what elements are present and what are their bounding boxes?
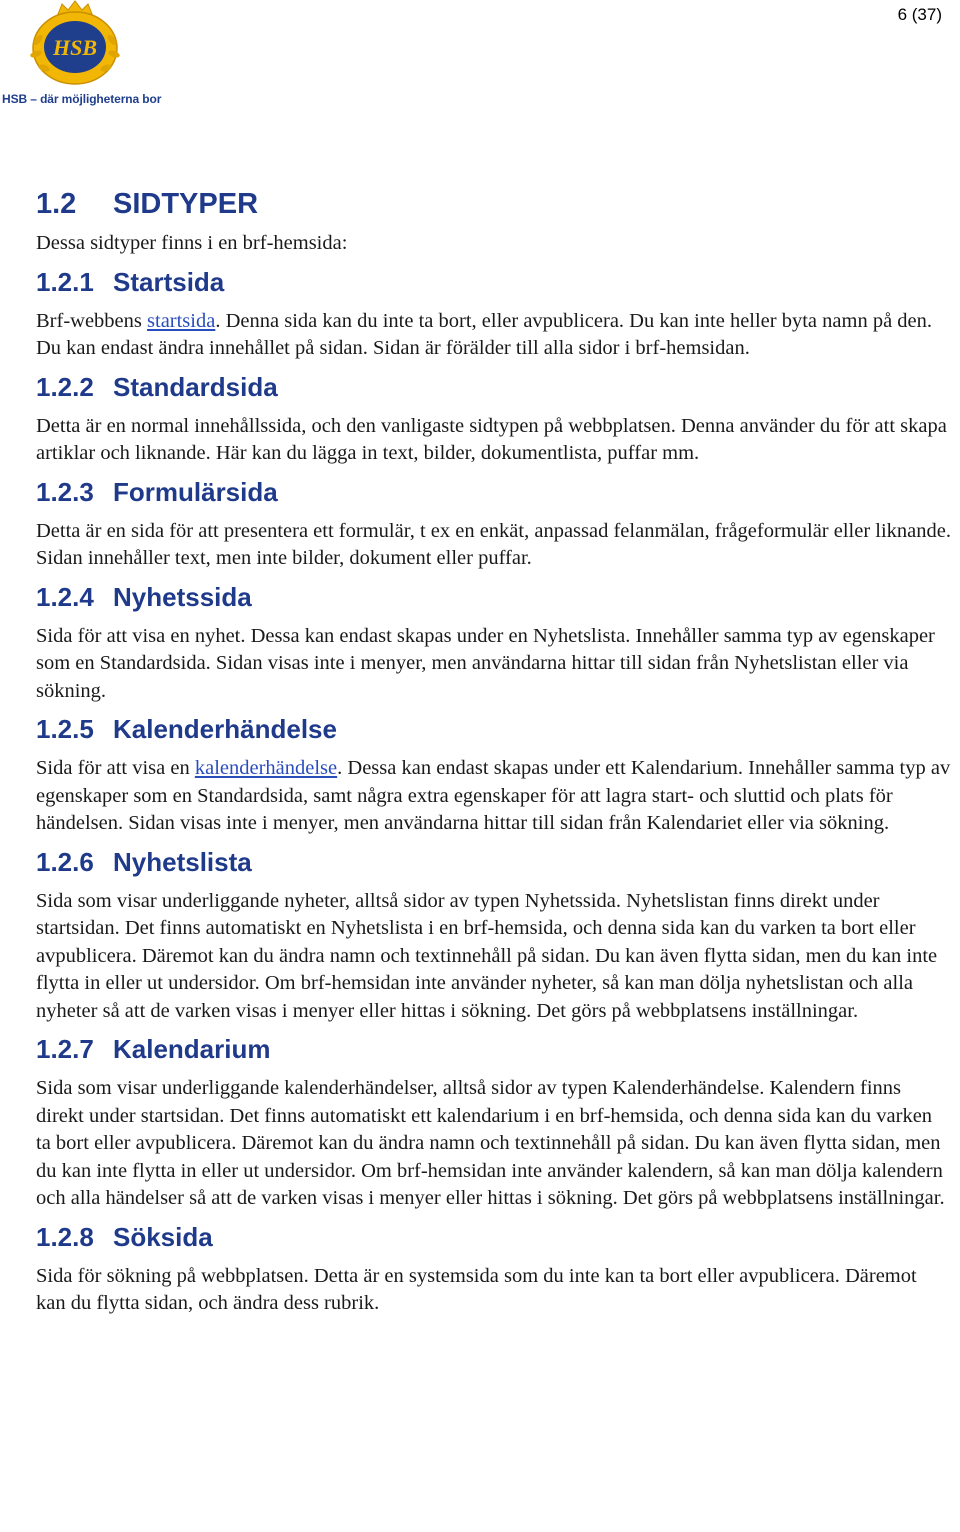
subsection-heading [36, 1221, 951, 1254]
subsection-title: Söksida [113, 1221, 213, 1252]
section-title: SIDTYPER [113, 188, 259, 220]
subsection-heading [36, 476, 951, 509]
subsection-heading [36, 846, 951, 879]
subsection-text: Sida för sökning på webbplatsen. Detta är en systemsida som du inte kan ta bort eller avpublicera. Däremot kan du flytta sidan, och ändra dess rubrik. [36, 1264, 917, 1314]
subsection-title: Formulärsida [113, 476, 278, 507]
subsection-title: Startsida [113, 266, 225, 297]
subsection-number: 1.2.3 [36, 476, 94, 507]
subsection-number: 1.2.5 [36, 714, 94, 744]
subsection-title: Nyhetslista [113, 846, 252, 877]
subsection-number: 1.2.7 [36, 1034, 94, 1064]
startsida-link[interactable]: startsida [147, 309, 216, 332]
subsection-text: Detta är en sida för att presentera ett formulär, t ex en enkät, anpassad felanmälan, frågeformulär eller liknande. Sidan innehåller text, men inte bilder, dokument eller puffar. [36, 519, 951, 569]
subsection-number: 1.2.4 [36, 581, 94, 612]
subsection-text: Sida som visar underliggande kalenderhändelser, alltså sidor av typen Kalenderhändelse. Kalendern finns direkt under startsidan. Det finns automatiskt ett kalendarium i en brf-hemsida, och denna sida kan du varken ta bort eller avpublicera. Däremot kan du ändra namn och textinnehåll på sidan. Du kan även flytta sidan, men du kan inte flytta in eller ut undersidor. Om brf-hemsidan inte använder kalendern, så kan man dölja kalendern och alla händelser så att de varken visas i menyer eller hittas i sökning. Det görs på webbplatsens inställningar. [36, 1077, 945, 1209]
subsection-text [36, 755, 951, 838]
subsection-heading [36, 371, 951, 404]
text-span: . Dessa kan endast skapas under ett Kalendarium. Innehåller samma typ av egenskaper som en Standardsida, samt några extra egenskaper för att lagra start- och sluttid och plats för händelsen. Sidan visas inte i menyer, men användarna hittar till sidan från Kalendariet eller via sökning. [36, 757, 951, 834]
logo-tagline: HSB – där möjligheterna bor [2, 92, 162, 106]
subsection-number: 1.2.6 [36, 846, 94, 877]
hsb-emblem-icon [0, 0, 160, 95]
subsection-text: Sida för att visa en nyhet. Dessa kan endast skapas under en Nyhetslista. Innehåller samma typ av egenskaper som en Standardsida. Sidan visas inte i menyer, men användarna hittar till sidan från Nyhetslistan eller via sökning. [36, 624, 935, 702]
page-number: 6 (37) [897, 5, 942, 24]
subsection-title: Nyhetssida [113, 581, 252, 612]
subsection-title: Kalendarium [113, 1034, 271, 1064]
subsection-heading [36, 581, 951, 614]
section-intro: Dessa sidtyper finns i en brf-hemsida: [36, 232, 348, 254]
svg-text:HSB: HSB [52, 35, 98, 60]
section-number: 1.2 [36, 188, 77, 220]
subsection-heading [36, 266, 951, 299]
kalenderhandelse-link[interactable]: kalenderhändelse [194, 757, 338, 779]
hsb-logo [0, 0, 160, 112]
subsection-number: 1.2.8 [36, 1221, 94, 1252]
subsection-heading [36, 713, 951, 746]
subsection-heading [36, 1033, 951, 1066]
subsection-text: Detta är en normal innehållssida, och den vanligaste sidtypen på webbplatsen. Denna använder du för att skapa artiklar och liknande. Här kan du lägga in text, bilder, dokumentlista, puffar mm. [36, 414, 947, 464]
subsection-number: 1.2.1 [36, 266, 94, 297]
text-span: . Denna sida kan du inte ta bort, eller avpublicera. Du kan inte heller byta namn på den. Du kan endast ändra innehållet på sidan. Sidan är förälder till alla sidor i brf-hemsidan. [36, 309, 933, 359]
subsection-number: 1.2.2 [36, 371, 94, 402]
subsection-title: Standardsida [113, 371, 278, 402]
subsection-title: Kalenderhändelse [113, 714, 337, 744]
text-span: Brf-webbens [36, 309, 148, 332]
text-span: Sida för att visa en [36, 757, 195, 779]
subsection-text [36, 308, 951, 363]
section-heading [36, 186, 951, 222]
document-content [36, 186, 951, 1326]
subsection-text: Sida som visar underliggande nyheter, alltså sidor av typen Nyhetssida. Nyhetslistan finns direkt under startsidan. Det finns automatiskt en Nyhetslista i en brf-hemsida, och denna sida kan du varken ta bort eller avpublicera. Däremot kan du ändra namn och textinnehåll på sidan. Du kan även flytta sidan, men du kan inte flytta in eller ut undersidor. Om brf-hemsidan inte använder nyheter, så kan man dölja nyhetslistan och alla nyheter så att de varken visas i menyer eller hittas i sökning. Det görs på webbplatsens inställningar. [36, 889, 938, 1022]
